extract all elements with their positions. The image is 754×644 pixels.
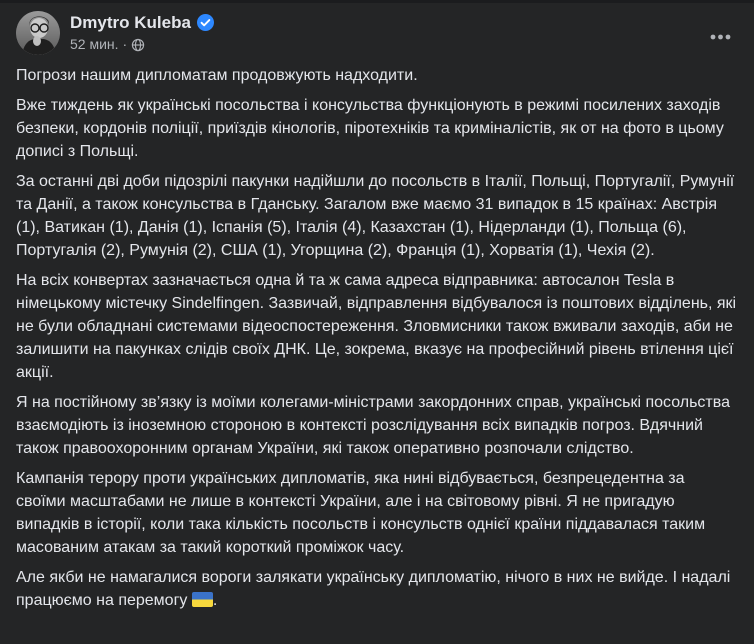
post-paragraph: За останні дві доби підозрілі пакунки надійшли до посольств в Італії, Польщі, Португалії, Румунії та Данії, а також консульства в Гданську. Загалом вже маємо 31 випадок в 15 країнах: Австрія (1), Ватикан (1), Данія (1), Іспанія (5), Італія (4), Казахстан (1), Нідерланди (1), Польща (6), Португалія (2), Румунія (2), США (1), Угорщина (2), Франція (1), Хорватія (1), Чехія (2). [16, 173, 735, 259]
post-text [0, 55, 754, 612]
profile-avatar[interactable] [16, 11, 60, 55]
author-name[interactable]: Dmytro Kuleba [70, 13, 191, 32]
final-paragraph-text: Але якби не намагалися вороги залякати українську дипломатію, нічого в них не вийде. І надалі працюємо на перемогу [16, 569, 731, 609]
timestamp[interactable]: 52 мин. [70, 36, 119, 52]
globe-audience-icon [131, 38, 145, 52]
meta-separator: · [122, 36, 128, 52]
verified-badge-icon [197, 14, 214, 31]
post-paragraph: Вже тиждень як українські посольства і консульства функціонують в режимі посилених заходів безпеки, кордонів поліції, приїздів кінологів, піротехніків та криміналістів, як от на фото в цьому дописі з Польщі. [16, 97, 724, 160]
facebook-post-card [0, 3, 754, 612]
post-header [0, 3, 754, 55]
ukraine-flag-emoji [192, 592, 213, 607]
post-paragraph: Кампанія терору проти українських дипломатів, яка нині відбувається, безпрецедентна за своїми масштабами не лише в контексті України, але і на світовому рівні. Я не пригадую випадків в історії, коли така кількість посольств і консульств однієї країни піддавалася таким масованим атакам за такий короткий проміжок часу. [16, 470, 706, 556]
final-paragraph-period: . [212, 592, 218, 609]
author-row [70, 12, 214, 33]
post-paragraph: Я на постійному зв’язку із моїми колегами-міністрами закордонних справ, українські посольства взаємодіють із іноземною стороною в контексті розслідування всіх випадків погроз. Вдячний також правоохоронним органам України, які також оперативно розпочали слідство. [16, 394, 730, 457]
post-paragraph: На всіх конвертах зазначається одна й та ж сама адреса відправника: автосалон Tesla в німецькому містечку Sindelfingen. Зазвичай, відправлення відбувалося із поштових відділень, які не були обладнані системами відеоспостереження. Зловмисники також вживали заходів, аби не залишити на пакунках слідів своїх ДНК. Це, зокрема, вказує на професійний рівень втілення цієї акції. [16, 272, 737, 381]
avatar-photo [16, 11, 60, 55]
post-meta [70, 36, 214, 53]
ellipsis-icon [710, 34, 731, 40]
post-header-info [70, 11, 214, 53]
post-paragraph-final [16, 566, 738, 612]
post-paragraph: Погрози нашим дипломатам продовжують надходити. [16, 67, 418, 84]
post-options-button[interactable] [702, 19, 738, 55]
